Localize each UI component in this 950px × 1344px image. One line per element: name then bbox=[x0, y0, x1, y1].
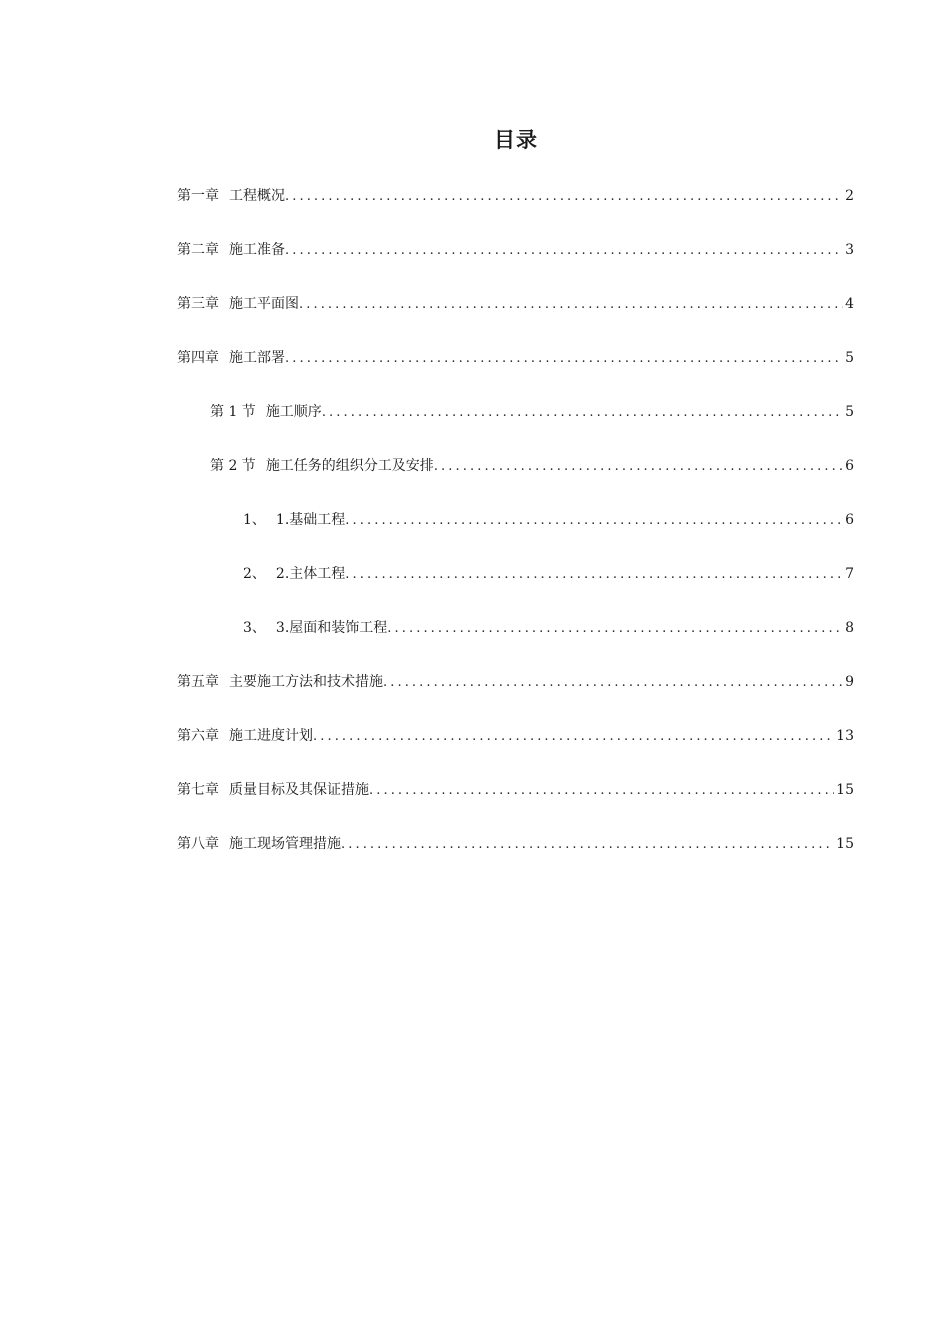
toc-entry-number: 第二章 bbox=[177, 242, 219, 258]
dot-leader bbox=[387, 613, 843, 645]
toc-entry-label bbox=[243, 504, 345, 536]
toc-entry-number: 3、 bbox=[243, 620, 266, 636]
toc-entry-label bbox=[177, 288, 299, 320]
toc-entry-title: 施工准备 bbox=[229, 242, 285, 258]
toc-entry-number: 第七章 bbox=[177, 782, 219, 798]
toc-entry-title: 施工顺序 bbox=[265, 404, 322, 420]
toc-entry-label bbox=[177, 774, 369, 806]
toc-entry-chapter-7[interactable] bbox=[177, 774, 854, 828]
toc-entry-label bbox=[177, 234, 285, 266]
toc-entry-title: 1.基础工程 bbox=[275, 512, 346, 528]
toc-entry-number: 第三章 bbox=[177, 296, 219, 312]
toc-entry-page: 5 bbox=[845, 404, 854, 420]
table-of-contents bbox=[177, 180, 854, 882]
toc-entry-chapter-2[interactable] bbox=[177, 234, 854, 288]
toc-entry-page: 8 bbox=[845, 620, 854, 636]
toc-entry-label bbox=[177, 342, 285, 374]
toc-entry-title: 主要施工方法和技术措施 bbox=[229, 674, 383, 690]
toc-entry-section-2[interactable] bbox=[177, 450, 854, 504]
toc-entry-chapter-4[interactable] bbox=[177, 342, 854, 396]
toc-entry-label bbox=[177, 720, 313, 752]
toc-entry-label bbox=[177, 180, 285, 212]
toc-entry-chapter-1[interactable] bbox=[177, 180, 854, 234]
dot-leader bbox=[345, 505, 843, 537]
toc-entry-label bbox=[243, 612, 387, 644]
toc-entry-title: 施工平面图 bbox=[229, 296, 299, 312]
dot-leader bbox=[285, 235, 843, 267]
dot-leader bbox=[369, 775, 834, 807]
toc-entry-label bbox=[177, 666, 383, 698]
toc-entry-page: 7 bbox=[845, 566, 854, 582]
toc-entry-page: 3 bbox=[845, 242, 854, 258]
toc-entry-chapter-3[interactable] bbox=[177, 288, 854, 342]
dot-leader bbox=[345, 559, 843, 591]
toc-entry-page: 15 bbox=[836, 836, 854, 852]
toc-entry-title: 施工部署 bbox=[229, 350, 285, 366]
toc-entry-number: 第 2 节 bbox=[210, 458, 256, 474]
dot-leader bbox=[434, 451, 843, 483]
toc-entry-number: 第五章 bbox=[177, 674, 219, 690]
toc-entry-title: 3.屋面和装饰工程 bbox=[275, 620, 388, 636]
toc-entry-number: 第六章 bbox=[177, 728, 219, 744]
toc-entry-chapter-6[interactable] bbox=[177, 720, 854, 774]
toc-entry-number: 1、 bbox=[243, 512, 266, 528]
toc-entry-title: 施工现场管理措施 bbox=[229, 836, 341, 852]
toc-entry-title: 施工进度计划 bbox=[229, 728, 313, 744]
toc-entry-section-1[interactable] bbox=[177, 396, 854, 450]
toc-entry-label bbox=[177, 828, 341, 860]
toc-entry-number: 第八章 bbox=[177, 836, 219, 852]
dot-leader bbox=[322, 397, 843, 429]
dot-leader bbox=[285, 181, 843, 213]
toc-entry-label bbox=[243, 558, 345, 590]
toc-entry-page: 9 bbox=[845, 674, 854, 690]
dot-leader bbox=[383, 667, 843, 699]
dot-leader bbox=[299, 289, 843, 321]
dot-leader bbox=[285, 343, 843, 375]
toc-entry-page: 6 bbox=[845, 512, 854, 528]
toc-entry-label bbox=[210, 450, 434, 482]
toc-entry-number: 2、 bbox=[243, 566, 266, 582]
toc-entry-title: 施工任务的组织分工及安排 bbox=[265, 458, 434, 474]
toc-entry-page: 4 bbox=[845, 296, 854, 312]
dot-leader bbox=[313, 721, 834, 753]
toc-entry-title: 2.主体工程 bbox=[275, 566, 346, 582]
dot-leader bbox=[341, 829, 834, 861]
toc-entry-chapter-8[interactable] bbox=[177, 828, 854, 882]
toc-entry-chapter-5[interactable] bbox=[177, 666, 854, 720]
page-title: 目录 bbox=[494, 128, 538, 152]
toc-entry-item-1[interactable] bbox=[177, 504, 854, 558]
toc-entry-page: 6 bbox=[845, 458, 854, 474]
toc-entry-page: 13 bbox=[836, 728, 854, 744]
toc-entry-number: 第一章 bbox=[177, 188, 219, 204]
toc-entry-label bbox=[210, 396, 322, 428]
toc-entry-item-3[interactable] bbox=[177, 612, 854, 666]
toc-entry-number: 第 1 节 bbox=[210, 404, 256, 420]
toc-entry-number: 第四章 bbox=[177, 350, 219, 366]
toc-entry-page: 2 bbox=[845, 188, 854, 204]
toc-entry-title: 工程概况 bbox=[229, 188, 285, 204]
toc-entry-item-2[interactable] bbox=[177, 558, 854, 612]
toc-entry-page: 15 bbox=[836, 782, 854, 798]
toc-entry-title: 质量目标及其保证措施 bbox=[229, 782, 369, 798]
toc-entry-page: 5 bbox=[845, 350, 854, 366]
